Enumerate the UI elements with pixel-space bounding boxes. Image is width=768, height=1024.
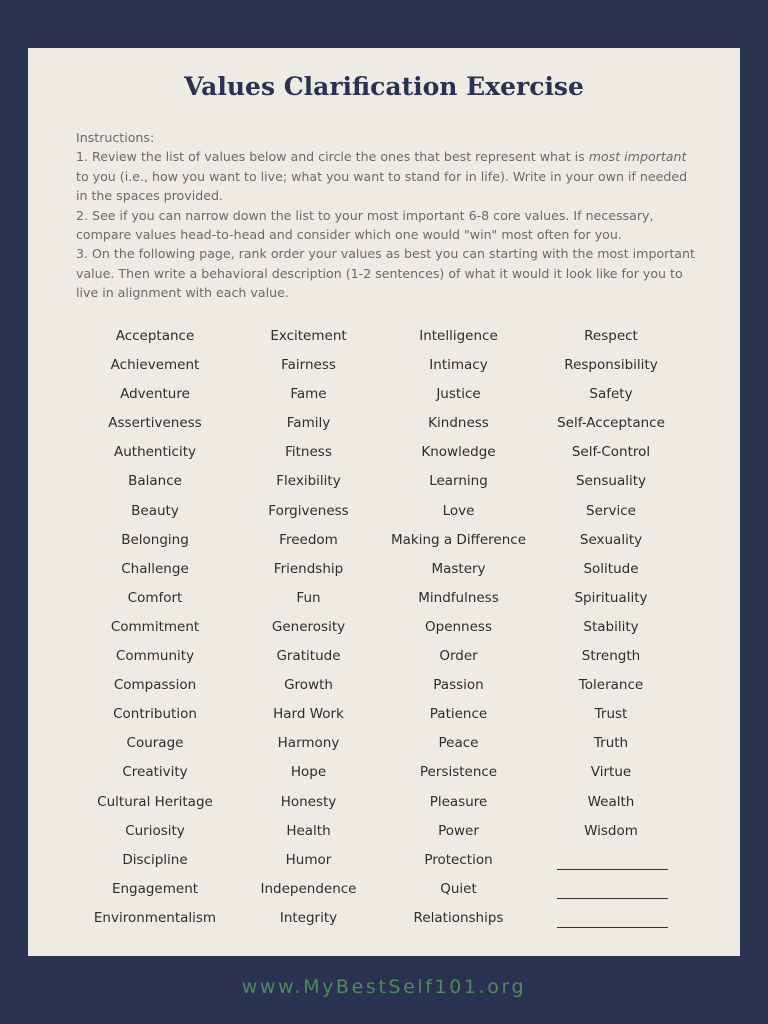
value-item[interactable]: Authenticity — [113, 444, 196, 461]
value-item[interactable]: Growth — [284, 677, 333, 694]
instruction-step-2: 2. See if you can narrow down the list to your most important 6-8 core values. If necessary, compare values head-to-head and consider which one would "win" most often for you. — [76, 207, 654, 243]
value-item[interactable]: Discipline — [122, 851, 188, 868]
value-item[interactable]: Commitment — [110, 618, 200, 635]
instruction-step-1-emphasis: most important — [588, 149, 687, 165]
instruction-step-1-text-b: to you (i.e., how you want to live; what you want to stand for in life). Write in your own if needed in the spaces provided. — [76, 168, 688, 204]
value-item[interactable]: Order — [439, 648, 478, 665]
write-in-blank-line[interactable] — [530, 908, 692, 937]
value-item[interactable]: Community — [115, 648, 195, 665]
value-item[interactable]: Learning — [429, 473, 488, 490]
instructions — [76, 128, 696, 303]
value-item[interactable]: Kindness — [428, 415, 489, 432]
value-item[interactable]: Excitement — [270, 328, 347, 344]
value-item[interactable]: Courage — [126, 735, 184, 752]
value-item[interactable]: Trust — [594, 706, 628, 723]
value-item[interactable]: Fun — [296, 589, 321, 606]
value-item[interactable]: Beauty — [131, 502, 179, 519]
value-item[interactable]: Self-Control — [571, 444, 651, 461]
value-item[interactable]: Flexibility — [276, 473, 341, 490]
value-item[interactable]: Strength — [581, 648, 641, 665]
value-item[interactable]: Service — [586, 502, 636, 519]
value-item[interactable]: Truth — [593, 735, 629, 752]
value-item[interactable]: Adventure — [120, 386, 190, 403]
value-item[interactable]: Respect — [584, 328, 638, 344]
value-item[interactable]: Responsibility — [564, 357, 658, 374]
value-item[interactable]: Acceptance — [115, 328, 195, 344]
value-item[interactable]: Wealth — [587, 793, 635, 810]
value-item[interactable]: Assertiveness — [108, 415, 202, 432]
value-item[interactable]: Relationships — [413, 909, 504, 926]
value-item[interactable]: Friendship — [273, 560, 344, 577]
values-column-3 — [387, 326, 530, 937]
instruction-step-1 — [76, 147, 696, 205]
value-item[interactable]: Belonging — [121, 531, 189, 548]
value-item[interactable]: Family — [286, 415, 331, 432]
values-column-4 — [530, 326, 692, 937]
value-item[interactable]: Independence — [260, 880, 357, 897]
value-item[interactable]: Peace — [438, 735, 479, 752]
value-item[interactable]: Persistence — [419, 764, 498, 781]
value-item[interactable]: Sensuality — [575, 473, 647, 490]
value-item[interactable]: Health — [286, 822, 331, 839]
write-in-blank-line[interactable] — [530, 850, 692, 879]
instruction-step-1-text-a: 1. Review the list of values below and circle the ones that best represent what is — [76, 149, 589, 165]
value-item[interactable]: Environmentalism — [93, 909, 217, 926]
value-item[interactable]: Pleasure — [429, 793, 488, 810]
value-item[interactable]: Engagement — [111, 880, 199, 897]
value-item[interactable]: Justice — [436, 386, 481, 403]
value-item[interactable]: Humor — [285, 851, 332, 868]
value-item[interactable]: Harmony — [277, 735, 340, 752]
instruction-step-3: 3. On the following page, rank order your values as best you can starting with the most important value. Then write a behavioral description (1-2 sentences) of what it would it look like for you to live in alignment with each value. — [76, 246, 695, 301]
value-item[interactable]: Fitness — [285, 444, 332, 461]
value-item[interactable]: Comfort — [127, 589, 183, 606]
page-title: Values Clarification Exercise — [184, 72, 584, 101]
values-column-2 — [230, 326, 387, 937]
values-grid — [80, 326, 692, 937]
value-item[interactable]: Virtue — [590, 764, 632, 781]
value-item[interactable]: Stability — [583, 618, 639, 635]
value-item[interactable]: Tolerance — [578, 677, 644, 694]
value-item[interactable]: Power — [438, 822, 479, 839]
value-item[interactable]: Integrity — [279, 909, 338, 926]
value-item[interactable]: Solitude — [583, 560, 639, 577]
value-item[interactable]: Honesty — [280, 793, 337, 810]
value-item[interactable]: Fame — [290, 386, 327, 403]
value-item[interactable]: Curiosity — [125, 822, 185, 839]
value-item[interactable]: Wisdom — [584, 822, 638, 839]
value-item[interactable]: Forgiveness — [268, 502, 349, 519]
value-item[interactable]: Hope — [290, 764, 327, 781]
value-item[interactable]: Mastery — [431, 560, 486, 577]
value-item[interactable]: Contribution — [113, 706, 197, 723]
value-item[interactable]: Spirituality — [574, 589, 648, 606]
value-item[interactable]: Challenge — [121, 560, 189, 577]
value-item[interactable]: Quiet — [440, 880, 477, 897]
value-item[interactable]: Creativity — [122, 764, 188, 781]
value-item[interactable]: Mindfulness — [418, 589, 499, 606]
value-item[interactable]: Intelligence — [419, 328, 498, 344]
value-item[interactable]: Generosity — [271, 618, 346, 635]
write-in-blank-line[interactable] — [530, 879, 692, 908]
value-item[interactable]: Protection — [424, 851, 493, 868]
value-item[interactable]: Knowledge — [421, 444, 496, 461]
value-item[interactable]: Sexuality — [579, 531, 643, 548]
value-item[interactable]: Gratitude — [276, 648, 341, 665]
value-item[interactable]: Balance — [128, 473, 182, 490]
value-item[interactable]: Intimacy — [429, 357, 488, 374]
value-item[interactable]: Passion — [433, 677, 484, 694]
value-item[interactable]: Achievement — [110, 357, 200, 374]
value-item[interactable]: Love — [442, 502, 475, 519]
value-item[interactable]: Freedom — [279, 531, 338, 548]
value-item[interactable]: Patience — [429, 706, 488, 723]
value-item[interactable]: Self-Acceptance — [557, 415, 665, 432]
value-item[interactable]: Hard Work — [273, 706, 344, 723]
value-item[interactable]: Fairness — [281, 357, 336, 374]
value-item[interactable]: Safety — [589, 386, 633, 403]
value-item[interactable]: Openness — [425, 618, 492, 635]
value-item[interactable]: Cultural Heritage — [97, 793, 213, 810]
instructions-heading: Instructions: — [76, 130, 155, 145]
values-column-1 — [80, 326, 230, 937]
value-item[interactable]: Compassion — [113, 677, 197, 694]
website-footer: www.MyBestSelf101.org — [241, 976, 527, 998]
value-item[interactable]: Making a Difference — [390, 531, 527, 548]
